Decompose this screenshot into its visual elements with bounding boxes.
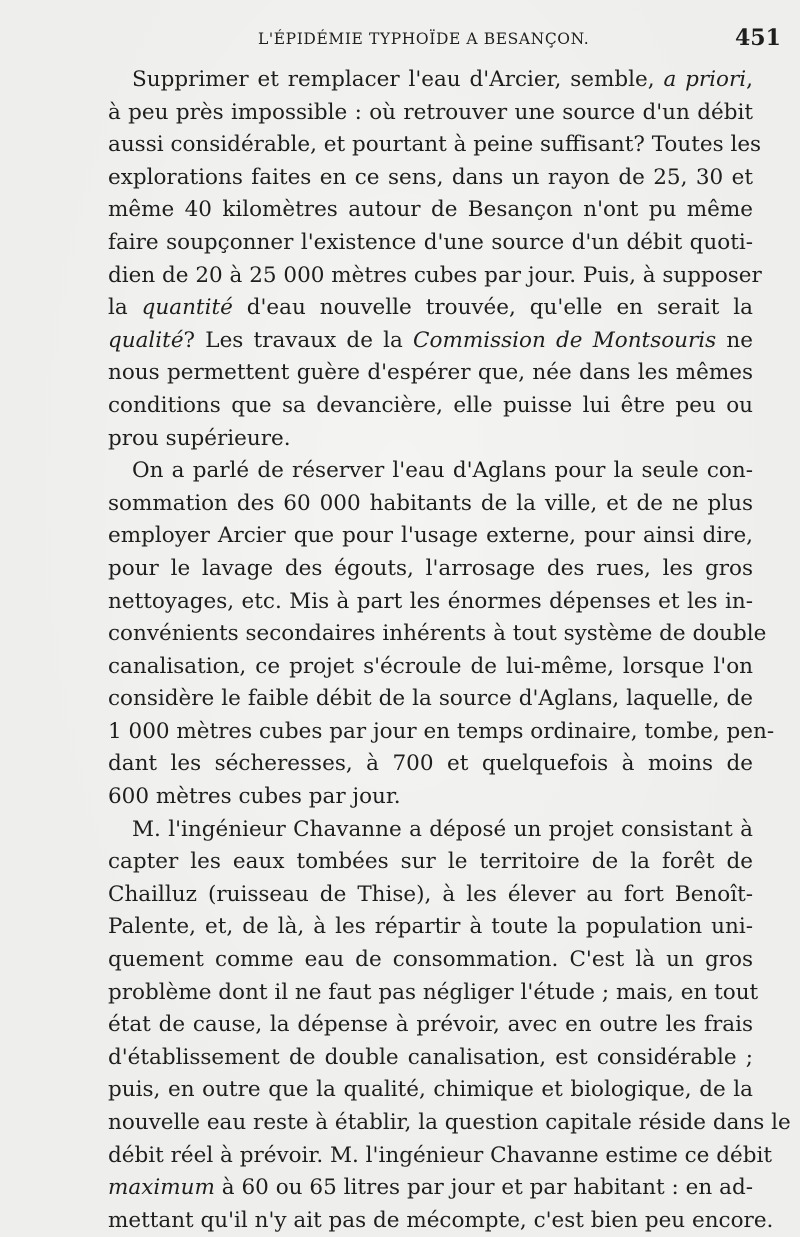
text-run: nouvelle eau reste à établir, la question capitale réside dans le xyxy=(108,1110,791,1135)
text-line xyxy=(108,97,753,130)
text-run: état de cause, la dépense à prévoir, avec en outre les frais xyxy=(108,1012,753,1038)
text-run: M. l'ingénieur Chavanne a déposé un projet consistant à xyxy=(132,816,753,842)
text-line xyxy=(108,977,759,1010)
text-run: faire soupçonner l'existence d'une source d'un débit quoti- xyxy=(108,229,753,255)
text-run: nettoyages, etc. Mis à part les énormes dépenses et les in- xyxy=(108,588,753,614)
text-run: , xyxy=(746,67,753,92)
text-run: débit réel à prévoir. M. l'ingénieur Chavanne estime ce débit xyxy=(108,1142,773,1168)
text-line xyxy=(108,129,762,162)
text-run: nous permettent guère d'espérer que, née dans les mêmes xyxy=(108,360,753,386)
body-text xyxy=(108,64,791,1237)
page-number: 451 xyxy=(735,25,781,51)
text-line xyxy=(108,618,767,651)
text-run: la xyxy=(108,295,142,321)
text-run: prou supérieure. xyxy=(108,425,291,451)
text-run: dien de 20 à 25 000 mètres cubes par jour. Puis, à supposer xyxy=(108,262,762,288)
text-line xyxy=(108,651,753,684)
text-line xyxy=(108,911,753,944)
italic-text-run: Commission de Montsouris xyxy=(413,327,717,353)
text-line xyxy=(108,292,753,325)
text-line xyxy=(108,260,762,293)
text-line xyxy=(108,1205,774,1237)
italic-text-run: quantité xyxy=(141,295,233,321)
text-line xyxy=(108,357,753,390)
text-run: explorations faites en ce sens, dans un rayon de 25, 30 et xyxy=(108,164,753,190)
text-line xyxy=(108,194,753,227)
text-line xyxy=(108,683,753,716)
text-line xyxy=(108,944,753,977)
text-run: pour le lavage des égouts, l'arrosage des rues, les gros xyxy=(108,555,753,581)
text-line xyxy=(108,748,753,781)
text-run: d'eau nouvelle trouvée, qu'elle en serait la xyxy=(232,295,753,321)
text-run: canalisation, ce projet s'écroule de lui-même, lorsque l'on xyxy=(108,653,753,679)
text-line xyxy=(108,716,775,749)
text-line xyxy=(108,227,753,260)
text-run: sommation des 60 000 habitants de la ville, et de ne plus xyxy=(108,490,753,516)
text-line xyxy=(108,781,753,814)
text-run: à peu près impossible : où retrouver une source d'un débit xyxy=(108,99,753,125)
text-line xyxy=(108,488,753,521)
text-line xyxy=(108,64,753,97)
text-line xyxy=(108,1140,773,1173)
text-run: capter les eaux tombées sur le territoire de la forêt de xyxy=(108,849,753,875)
text-line xyxy=(108,325,753,358)
text-run: 1 000 mètres cubes par jour en temps ordinaire, tombe, pen- xyxy=(108,718,775,744)
text-line xyxy=(108,1074,753,1107)
text-run: employer Arcier que pour l'usage externe, pour ainsi dire, xyxy=(108,523,753,549)
text-run: convénients secondaires inhérents à tout système de double xyxy=(108,621,767,647)
text-line xyxy=(108,520,753,553)
paragraph xyxy=(108,814,791,1237)
text-line xyxy=(108,1172,753,1205)
text-line xyxy=(108,1042,753,1075)
italic-text-run: maximum xyxy=(108,1175,215,1201)
text-run: Palente, et, de là, à les répartir à toute la population uni- xyxy=(108,914,753,940)
text-run: 600 mètres cubes par jour. xyxy=(108,784,401,810)
text-run: dant les sécheresses, à 700 et quelquefois à moins de xyxy=(108,751,753,777)
text-run: d'établissement de double canalisation, est considérable ; xyxy=(108,1044,753,1070)
text-line xyxy=(108,879,753,912)
text-run: aussi considérable, et pourtant à peine suffisant? Toutes les xyxy=(108,132,762,158)
text-run: ne xyxy=(716,327,753,353)
page-header xyxy=(0,22,800,52)
text-run: On a parlé de réserver l'eau d'Aglans pour la seule con- xyxy=(132,458,753,484)
text-run: problème dont il ne faut pas négliger l'étude ; mais, en tout xyxy=(108,979,759,1005)
text-line xyxy=(108,162,753,195)
text-line xyxy=(108,586,753,619)
text-line xyxy=(108,1107,791,1140)
text-run: Supprimer et remplacer l'eau d'Arcier, semble, xyxy=(132,67,664,92)
paragraph xyxy=(108,64,762,455)
text-run: même 40 kilomètres autour de Besançon n'ont pu même xyxy=(108,197,753,223)
text-run: considère le faible débit de la source d'Aglans, laquelle, de xyxy=(108,686,753,712)
text-run: conditions que sa devancière, elle puisse lui être peu ou xyxy=(108,392,753,418)
text-run: puis, en outre que la qualité, chimique et biologique, de la xyxy=(108,1077,753,1103)
text-run: à 60 ou 65 litres par jour et par habitant : en ad- xyxy=(214,1175,753,1201)
text-line xyxy=(108,846,753,879)
italic-text-run: a priori xyxy=(663,67,747,92)
running-title: L'ÉPIDÉMIE TYPHOÏDE A BESANÇON. xyxy=(258,30,590,48)
text-run: mettant qu'il n'y ait pas de mécompte, c'est bien peu encore. xyxy=(108,1207,774,1233)
text-line xyxy=(108,390,753,423)
text-run: ? Les travaux de la xyxy=(183,327,414,353)
italic-text-run: qualité xyxy=(108,327,184,353)
text-line xyxy=(108,455,753,488)
text-line xyxy=(108,553,753,586)
text-line xyxy=(108,814,753,847)
text-run: quement comme eau de consommation. C'est là un gros xyxy=(108,947,753,973)
text-line xyxy=(108,423,753,456)
paragraph xyxy=(108,455,775,814)
text-line xyxy=(108,1009,753,1042)
text-run: Chailluz (ruisseau de Thise), à les élever au fort Benoît- xyxy=(108,881,753,907)
